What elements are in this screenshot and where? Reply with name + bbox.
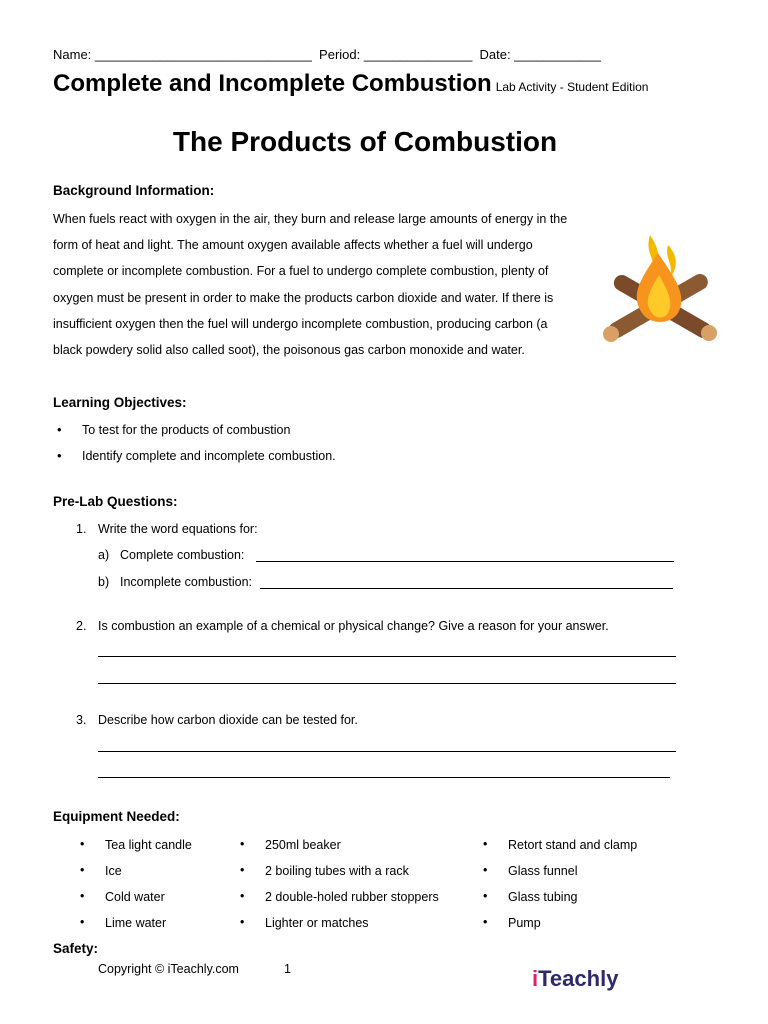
background-text: When fuels react with oxygen in the air, they burn and release large amounts of energy in the form of heat and light. The amount oxygen available affects whether a fuel will undergo complete or incomplete combustion. For a fuel to undergo complete combustion, plenty of oxygen must be present in order to make the products carbon dioxide and water. If there is insufficient oxygen then the fuel will undergo incomplete combustion, producing carbon (a black powdery solid also called soot), the poisonous gas carbon monoxide and water. [53, 212, 568, 358]
safety-heading: Safety: [53, 941, 99, 956]
subtitle: Lab Activity - Student Edition [495, 80, 649, 94]
logo-text: Teachly [538, 966, 619, 991]
question-1a: a) Complete combustion: [98, 548, 678, 564]
answer-line-1a[interactable] [256, 561, 674, 562]
answer-line-2b[interactable] [98, 683, 676, 684]
document-title [53, 70, 648, 98]
question-1b: b) Incomplete combustion: [98, 575, 678, 591]
equipment-heading: Equipment Needed: [53, 809, 180, 824]
page-number: 1 [284, 962, 291, 976]
page-heading: The Products of Combustion [172, 126, 558, 157]
title-text: Complete and Incomplete Combustion [53, 70, 492, 97]
copyright-text: Copyright © iTeachly.com [98, 962, 239, 976]
date-label[interactable]: Date: ____________ [479, 47, 601, 62]
period-label[interactable]: Period: _______________ [319, 47, 473, 62]
answer-line-3a[interactable] [98, 751, 676, 752]
prelab-heading: Pre-Lab Questions: [53, 494, 178, 509]
iteachly-logo[interactable] [532, 966, 618, 992]
answer-line-2a[interactable] [98, 656, 676, 657]
logo-i-mark: i [532, 966, 539, 991]
name-label[interactable]: Name: ______________________________ [53, 47, 312, 62]
answer-line-3b[interactable] [98, 777, 670, 778]
name-period-date-line [53, 47, 601, 62]
answer-line-1b[interactable] [260, 588, 673, 589]
campfire-icon [600, 225, 720, 350]
background-heading: Background Information: [53, 183, 215, 198]
objectives-heading: Learning Objectives: [53, 395, 187, 410]
